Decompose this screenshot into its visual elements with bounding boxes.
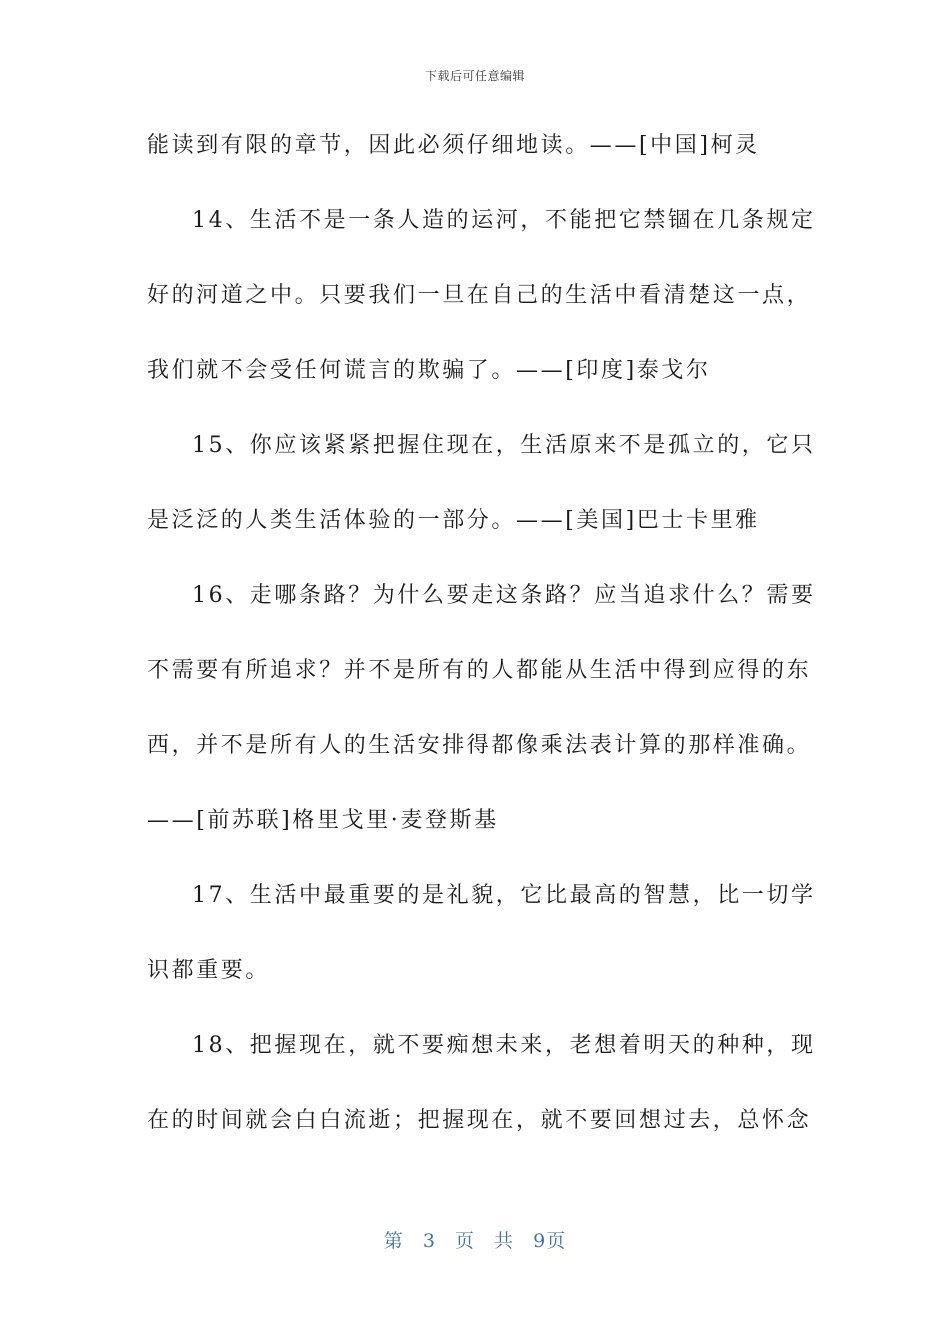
text-line: 在的时间就会白白流逝；把握现在，就不要回想过去，总怀念 bbox=[147, 1108, 812, 1133]
page-footer bbox=[0, 1226, 950, 1253]
text-line: 16、走哪条路？为什么要走这条路？应当追求什么？需要 bbox=[192, 583, 816, 608]
text-line: 17、生活中最重要的是礼貌，它比最高的智慧，比一切学 bbox=[192, 883, 816, 908]
page-unit-label: 页 bbox=[454, 1230, 475, 1252]
text-line: 我们就不会受任何谎言的欺骗了。——[印度]泰戈尔 bbox=[147, 358, 711, 383]
total-pages: 9页 bbox=[533, 1230, 567, 1252]
text-line: 18、把握现在，就不要痴想未来，老想着明天的种种，现 bbox=[192, 1033, 816, 1058]
text-line: ——[前苏联]格里戈里·麦登斯基 bbox=[147, 808, 499, 833]
current-page-number: 3 bbox=[422, 1230, 436, 1252]
page-header: 下载后可任意编辑 bbox=[424, 69, 525, 83]
total-label: 共 bbox=[494, 1230, 515, 1252]
page-label: 第 bbox=[383, 1230, 404, 1252]
text-line: 识都重要。 bbox=[147, 958, 271, 983]
text-line: 好的河道之中。只要我们一旦在自己的生活中看清楚这一点， bbox=[147, 283, 812, 308]
text-line: 能读到有限的章节，因此必须仔细地读。——[中国]柯灵 bbox=[147, 133, 760, 158]
text-line: 不需要有所追求？并不是所有的人都能从生活中得到应得的东 bbox=[147, 658, 812, 683]
text-line: 西，并不是所有人的生活安排得都像乘法表计算的那样准确。 bbox=[147, 733, 812, 758]
text-line: 15、你应该紧紧把握住现在，生活原来不是孤立的，它只 bbox=[192, 433, 816, 458]
text-line: 14、生活不是一条人造的运河，不能把它禁锢在几条规定 bbox=[192, 208, 816, 233]
document-body bbox=[147, 122, 816, 1172]
text-line: 是泛泛的人类生活体验的一部分。——[美国]巴士卡里雅 bbox=[147, 508, 760, 533]
